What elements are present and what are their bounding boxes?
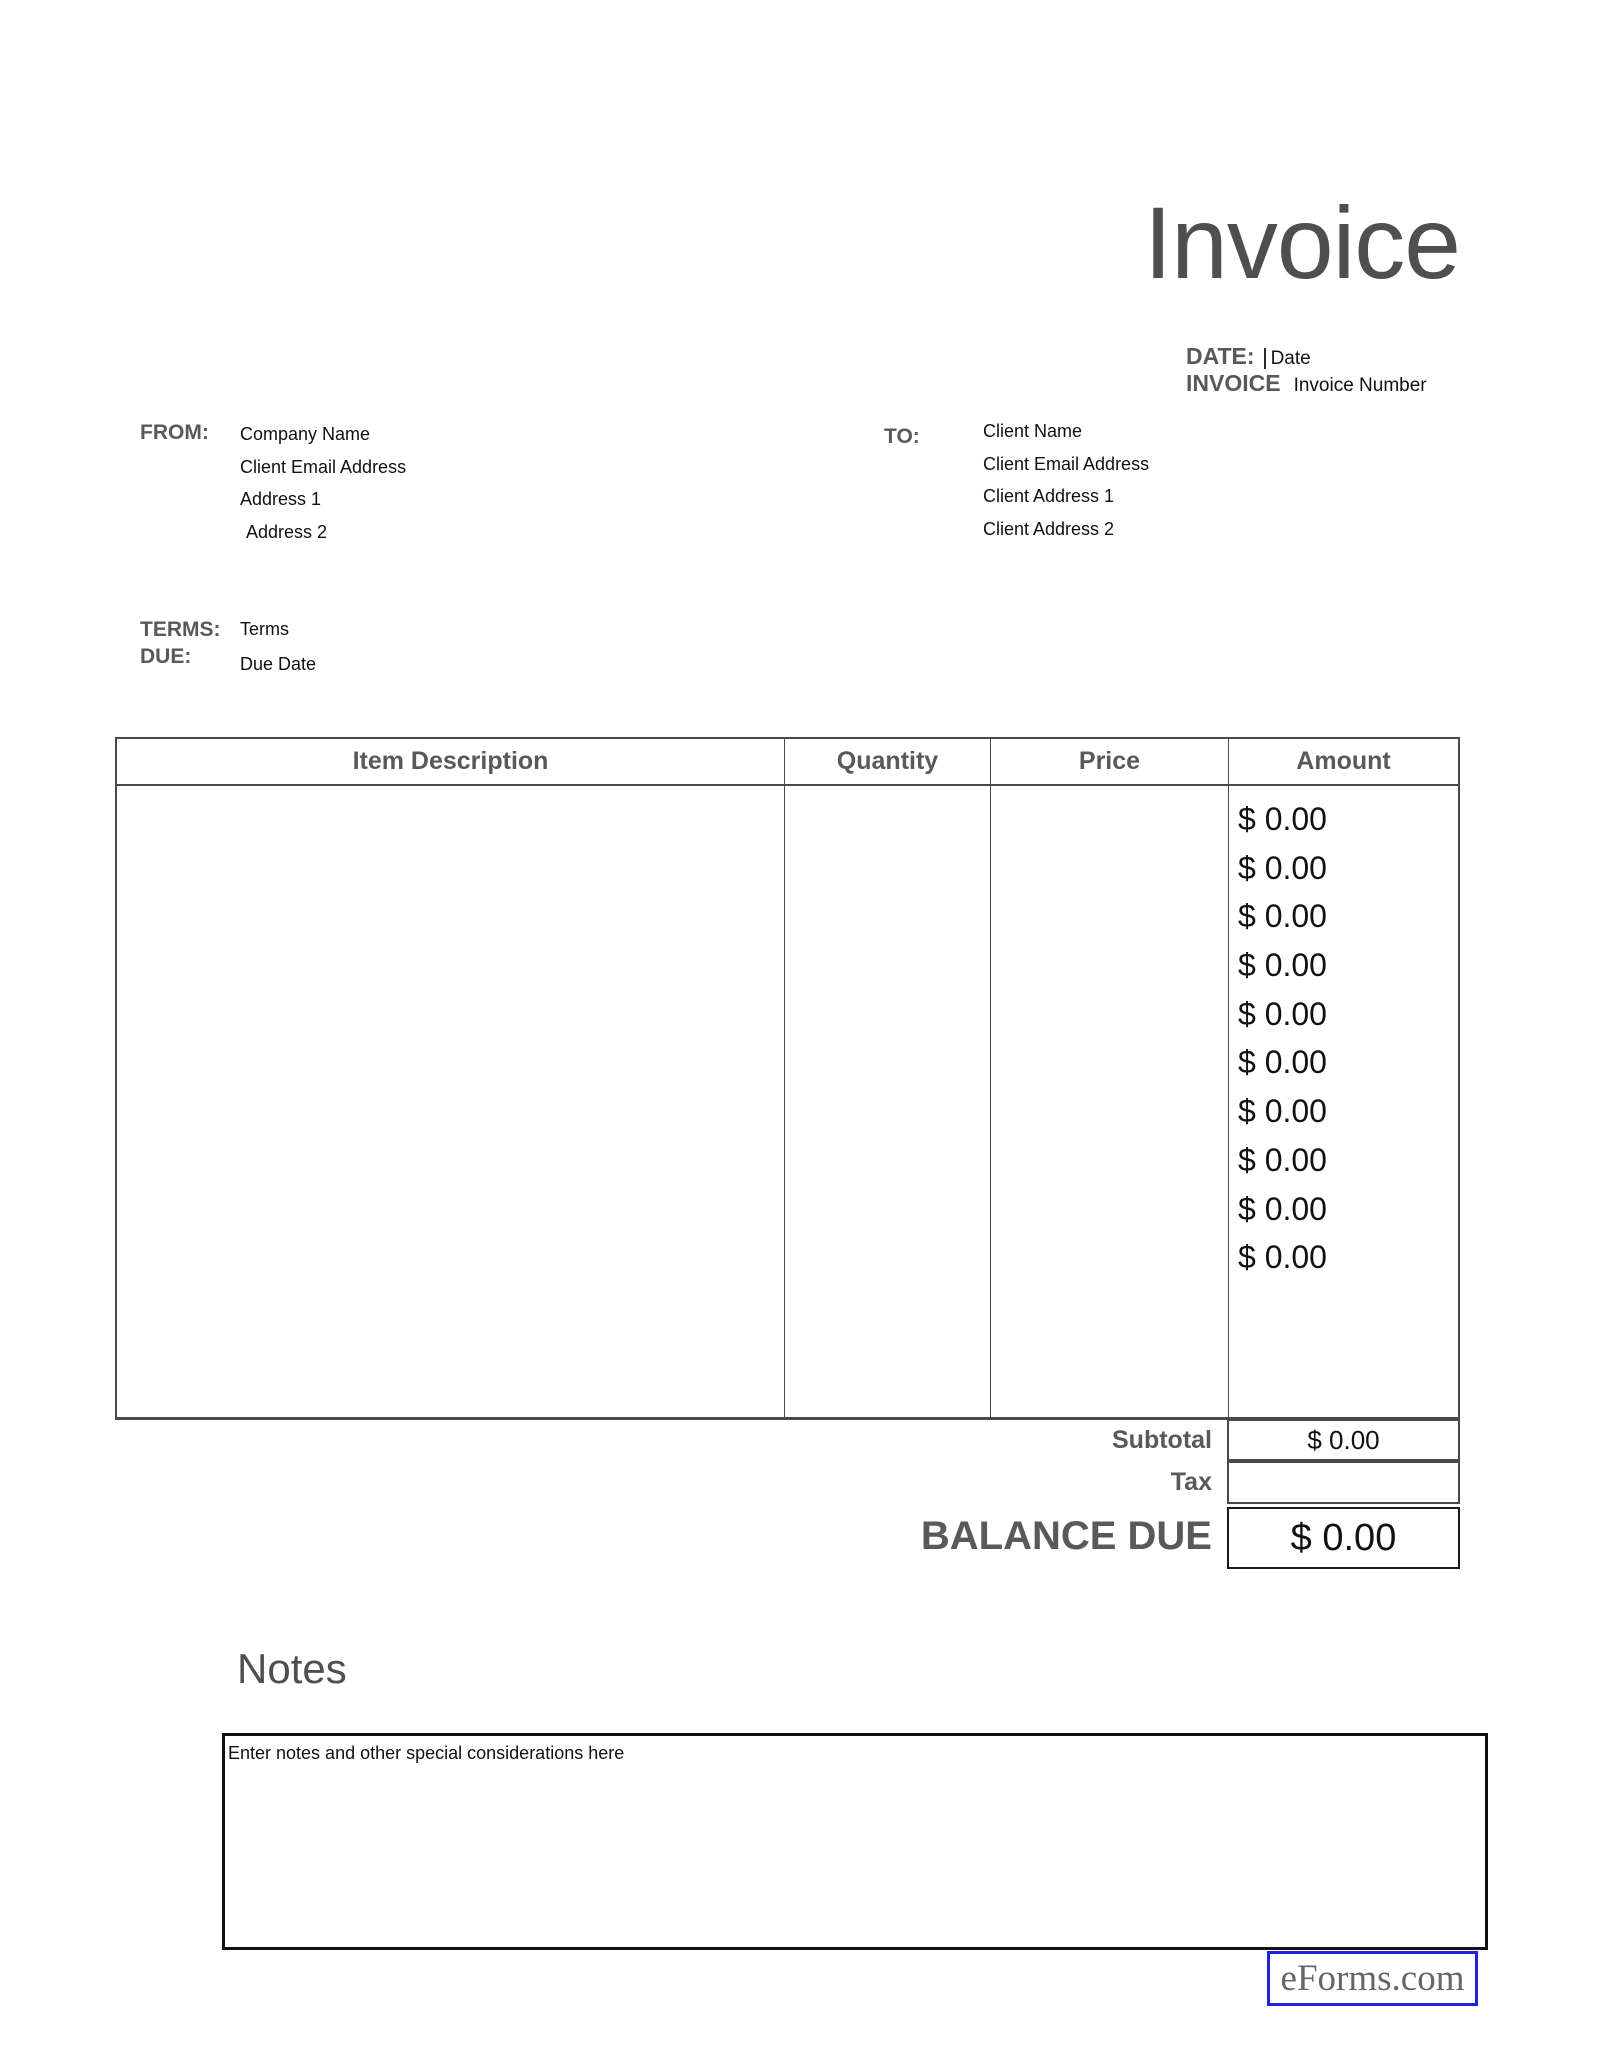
header-item-description: Item Description xyxy=(117,739,785,786)
notes-heading: Notes xyxy=(237,1645,347,1692)
amount-field[interactable]: $ 0.00 xyxy=(1238,1239,1327,1276)
amount-column xyxy=(1229,786,1458,1417)
due-label: DUE: xyxy=(140,645,192,668)
balance-due-label: BALANCE DUE xyxy=(920,1514,1212,1558)
date-row xyxy=(1186,343,1427,370)
to-email-field[interactable]: Client Email Address xyxy=(983,453,1150,474)
terms-field[interactable]: Terms xyxy=(240,619,289,639)
item-description-column[interactable] xyxy=(117,786,785,1417)
from-email-field[interactable]: Client Email Address xyxy=(240,456,407,477)
invoice-number-label: INVOICE xyxy=(1186,370,1281,396)
notes-box[interactable] xyxy=(222,1733,1488,1950)
to-label: TO: xyxy=(884,425,920,448)
to-fields xyxy=(983,415,1149,545)
amount-field[interactable]: $ 0.00 xyxy=(1238,995,1327,1032)
quantity-column[interactable] xyxy=(785,786,991,1417)
subtotal-value: $ 0.00 xyxy=(1227,1419,1460,1461)
invoice-number-row xyxy=(1186,370,1427,397)
tax-label: Tax xyxy=(1170,1468,1212,1496)
amount-field[interactable]: $ 0.00 xyxy=(1238,1093,1327,1130)
from-fields xyxy=(240,418,406,548)
amount-field[interactable]: $ 0.00 xyxy=(1238,849,1327,886)
subtotal-label: Subtotal xyxy=(1112,1426,1212,1454)
to-address2-field[interactable]: Client Address 2 xyxy=(983,518,1115,539)
balance-due-value: $ 0.00 xyxy=(1227,1507,1460,1569)
due-date-field[interactable]: Due Date xyxy=(240,654,317,674)
amount-field[interactable]: $ 0.00 xyxy=(1238,1044,1327,1081)
tax-field[interactable] xyxy=(1227,1461,1460,1504)
eforms-logo-link[interactable] xyxy=(1267,1951,1478,2006)
amount-field[interactable]: $ 0.00 xyxy=(1238,1141,1327,1178)
date-label: DATE: xyxy=(1186,343,1255,369)
date-field[interactable]: Date xyxy=(1264,348,1311,369)
to-client-name-field[interactable]: Client Name xyxy=(983,421,1083,441)
eforms-logo-text: eForms.com xyxy=(1280,1958,1465,1999)
terms-label: TERMS: xyxy=(140,618,221,641)
from-label: FROM: xyxy=(140,421,209,444)
items-table xyxy=(115,737,1460,1420)
amount-field[interactable]: $ 0.00 xyxy=(1238,1190,1327,1227)
invoice-meta xyxy=(1186,343,1427,397)
notes-placeholder: Enter notes and other special considerations here xyxy=(228,1743,625,1763)
amount-field[interactable]: $ 0.00 xyxy=(1238,801,1327,837)
header-price: Price xyxy=(991,739,1229,786)
header-quantity: Quantity xyxy=(785,739,991,786)
amount-field[interactable]: $ 0.00 xyxy=(1238,947,1327,984)
from-address2-field[interactable]: Address 2 xyxy=(246,521,328,542)
amount-field[interactable]: $ 0.00 xyxy=(1238,898,1327,935)
to-address1-field[interactable]: Client Address 1 xyxy=(983,486,1115,506)
document-title: Invoice xyxy=(1143,186,1460,300)
from-address1-field[interactable]: Address 1 xyxy=(240,489,322,509)
from-company-field[interactable]: Company Name xyxy=(240,424,371,444)
header-amount: Amount xyxy=(1229,739,1458,786)
invoice-number-field[interactable]: Invoice Number xyxy=(1293,375,1427,396)
price-column[interactable] xyxy=(991,786,1229,1417)
